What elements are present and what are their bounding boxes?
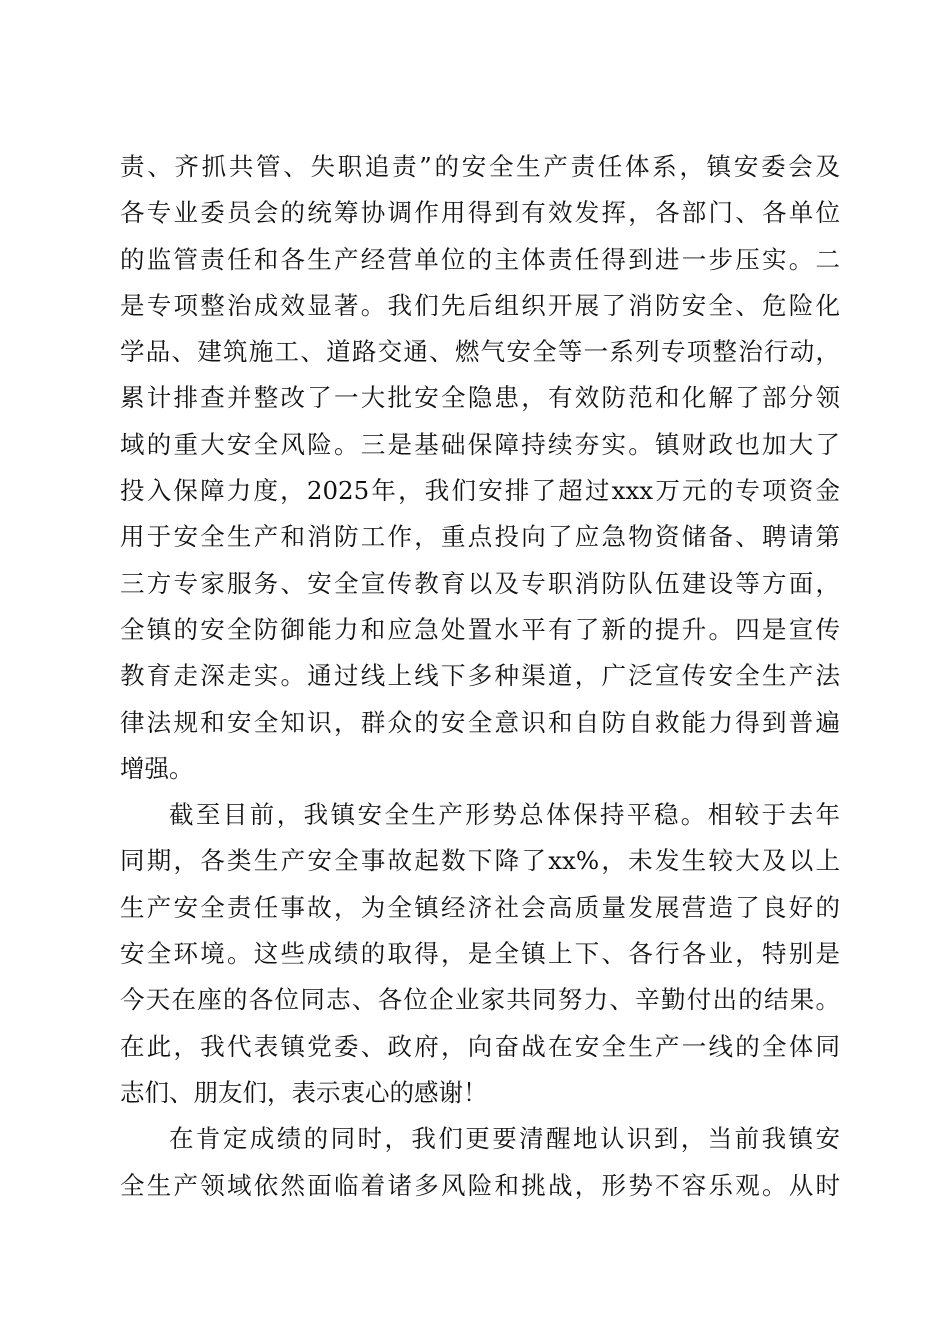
paragraph-first-line: 截至目前，我镇安全生产形势总体保持平稳。相较于去年 [169,800,840,830]
text-line: 学品、建筑施工、道路交通、燃气安全等一系列专项整治行动， [120,337,840,367]
text-line: 全生产领域依然面临着诸多风险和挑战，形势不容乐观。从时 [120,1170,840,1200]
text-line: 生产安全责任事故，为全镇经济社会高质量发展营造了良好的 [120,892,840,922]
paragraph-first-line: 在肯定成绩的同时，我们更要清醒地认识到，当前我镇安 [169,1124,840,1154]
text-line: 用于安全生产和消防工作，重点投向了应急物资储备、聘请第 [120,522,840,552]
text-line: 今天在座的各位同志、各位企业家共同努力、辛勤付出的结果。 [120,985,840,1015]
text-line: 责、齐抓共管、失职追责”的安全生产责任体系，镇安委会及 [120,152,840,181]
text-line: 三方专家服务、安全宣传教育以及专职消防队伍建设等方面， [120,568,840,598]
text-line: 投入保障力度，2025年，我们安排了超过xxx万元的专项资金 [120,476,840,506]
text-line: 域的重大安全风险。三是基础保障持续夯实。镇财政也加大了 [120,429,840,459]
text-line: 在此，我代表镇党委、政府，向奋战在安全生产一线的全体同 [120,1031,840,1061]
text-line: 各专业委员会的统筹协调作用得到有效发挥，各部门、各单位 [120,198,840,228]
text-line: 教育走深走实。通过线上线下多种渠道，广泛宣传安全生产法 [120,661,840,691]
document-body [120,144,840,1209]
text-line: 的监管责任和各生产经营单位的主体责任得到进一步压实。二 [120,244,840,274]
text-line: 同期，各类生产安全事故起数下降了xx%，未发生较大及以上 [120,846,840,876]
text-line: 律法规和安全知识，群众的安全意识和自防自救能力得到普遍 [120,707,840,737]
text-line: 增强。 [120,753,194,783]
text-line: 全镇的安全防御能力和应急处置水平有了新的提升。四是宣传 [120,614,840,644]
text-line: 志们、朋友们，表示衷心的感谢！ [120,1077,488,1107]
text-line: 安全环境。这些成绩的取得，是全镇上下、各行各业，特别是 [120,939,840,969]
text-line: 是专项整治成效显著。我们先后组织开展了消防安全、危险化 [120,290,840,320]
text-line: 累计排查并整改了一大批安全隐患，有效防范和化解了部分领 [120,383,840,413]
